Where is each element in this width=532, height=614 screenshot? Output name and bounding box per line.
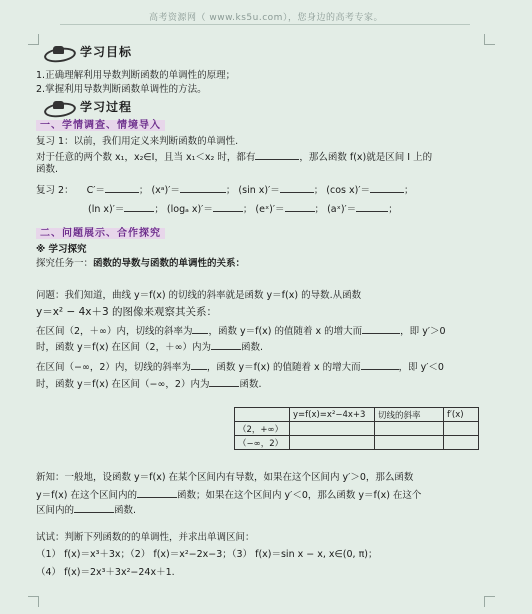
corner-mark: [28, 596, 39, 607]
table-row: [235, 436, 479, 450]
review1-b2: ，那么函数 f(x)就是区间 I 上的: [299, 152, 433, 163]
corner-mark: [484, 596, 495, 607]
task-label: 探究任务一：: [36, 258, 94, 269]
question-d2: 函数.: [241, 342, 264, 353]
answer-blank[interactable]: [192, 324, 208, 334]
answer-blank[interactable]: [361, 360, 399, 370]
corner-mark: [28, 34, 39, 45]
part1-title: 一、学情调查、情境导入: [36, 120, 165, 131]
table-cell[interactable]: [375, 422, 444, 436]
newknow-c2: 函数.: [114, 505, 137, 516]
deriv-power: (xᵃ)′＝: [151, 185, 180, 196]
question-e3: ，即 y′＜0: [398, 362, 444, 373]
review2-label: 复习 2：: [36, 185, 74, 196]
question-c2: ，函数 y＝f(x) 的值随着 x 的增大而: [208, 326, 363, 337]
answer-blank[interactable]: [356, 202, 388, 212]
answer-blank[interactable]: [362, 324, 400, 334]
deriv-exp: (eˣ)′＝: [255, 204, 285, 215]
grad-cap-icon: [44, 46, 74, 60]
deriv-const: C′＝: [86, 185, 105, 196]
table-header-row: [235, 408, 479, 422]
exercise-line-2: （4） f(x)＝2x³＋3x²−24x＋1.: [36, 567, 175, 578]
separator: ；: [154, 204, 164, 215]
separator: ；: [314, 204, 325, 215]
table-cell[interactable]: [444, 422, 479, 436]
question-f1: 时，函数 y＝f(x) 在区间（−∞，2）内为: [36, 379, 210, 390]
table-cell: （2，+∞）: [235, 422, 290, 436]
table-header: f′(x): [444, 408, 479, 422]
newknow-a: 新知：一般地，设函数 y＝f(x) 在某个区间内有导数，如果在这个区间内 y′＞0，那么函数: [36, 472, 414, 483]
exercise-line-1: （1） f(x)＝x³＋3x；（2） f(x)＝x²−2x−3；（3） f(x)＝sin x − x, x∈(0, π)；: [36, 549, 378, 560]
table-cell[interactable]: [444, 436, 479, 450]
question-d1: 时，函数 y＝f(x) 在区间（2，＋∞）内为: [36, 342, 211, 353]
goals-title: 学习目标: [80, 45, 133, 59]
deriv-cos: (cos x)′＝: [326, 185, 370, 196]
answer-blank[interactable]: [285, 202, 315, 212]
process-title: 学习过程: [80, 100, 133, 114]
deriv-sin: (sin x)′＝: [238, 185, 280, 196]
table-cell[interactable]: [290, 422, 375, 436]
table-row: [235, 422, 479, 436]
task-text: 函数的导数与函数的单调性的关系：: [93, 258, 246, 269]
review1-a: 复习 1：以前，我们用定义来判断函数的单调性.: [36, 136, 239, 147]
answer-blank[interactable]: [211, 340, 241, 350]
table-cell[interactable]: [290, 436, 375, 450]
answer-blank[interactable]: [255, 150, 299, 160]
separator: ；: [313, 185, 324, 196]
answer-blank[interactable]: [105, 183, 139, 193]
answer-blank[interactable]: [124, 202, 154, 212]
slope-table: [234, 407, 479, 450]
question-b: y＝x² − 4x＋3 的图像来观察其关系：: [36, 306, 218, 318]
newknow-b1: y＝f(x) 在这个区间内的: [36, 490, 138, 501]
answer-blank[interactable]: [209, 377, 239, 387]
table-cell[interactable]: [375, 436, 444, 450]
answer-blank[interactable]: [191, 360, 207, 370]
question-c3: ，即 y′＞0: [400, 326, 446, 337]
separator: ；: [225, 185, 236, 196]
separator: ；: [388, 204, 398, 215]
newknow-b2: 函数；如果在这个区间内 y′＜0，那么函数 y＝f(x) 在这个: [177, 490, 422, 501]
part2-title: 二、问题展示、合作探究: [36, 228, 165, 239]
question-a: 问题：我们知道，曲线 y＝f(x) 的切线的斜率就是函数 y＝f(x) 的导数.从函数: [36, 290, 362, 301]
table-header: y=f(x)=x²−4x+3: [290, 408, 375, 422]
grad-cap-icon: [44, 101, 74, 115]
separator: ；: [242, 204, 253, 215]
answer-blank[interactable]: [180, 183, 226, 193]
question-e2: ，函数 y＝f(x) 的值随着 x 的增大而: [206, 362, 361, 373]
corner-mark: [484, 34, 495, 45]
deriv-ln: (ln x)′＝: [88, 204, 125, 215]
review1-b1: 对于任意的两个数 x₁，x₂∈I，且当 x₁＜x₂ 时，都有: [36, 152, 256, 163]
newknow-c1: 区间内的: [36, 505, 75, 516]
question-e1: 在区间（−∞，2）内，切线的斜率为: [36, 362, 191, 373]
header-rule: [60, 24, 470, 25]
question-c1: 在区间（2，＋∞）内，切线的斜率为: [36, 326, 193, 337]
separator: ；: [404, 185, 414, 196]
separator: ；: [138, 185, 149, 196]
table-header: [235, 408, 290, 422]
deriv-ax: (aˣ)′＝: [327, 204, 357, 215]
answer-blank[interactable]: [370, 183, 404, 193]
goal-2: 2.掌握利用导数判断函数单调性的方法。: [36, 84, 207, 95]
answer-blank[interactable]: [213, 202, 243, 212]
review1-c: 函数.: [36, 164, 59, 175]
explore-label: ※ 学习探究: [36, 244, 87, 255]
deriv-log: (logₐ x)′＝: [166, 204, 213, 215]
page-header: 高考资源网（ www.ks5u.com），您身边的高考专家。: [149, 13, 383, 23]
table-cell: （−∞，2）: [235, 436, 290, 450]
exercise-title: 试试：判断下列函数的的单调性，并求出单调区间：: [36, 532, 255, 543]
answer-blank[interactable]: [280, 183, 314, 193]
question-f2: 函数.: [239, 379, 262, 390]
answer-blank[interactable]: [74, 503, 114, 513]
goal-1: 1.正确理解利用导数判断函数的单调性的原理；: [36, 70, 236, 81]
table-header: 切线的斜率: [375, 408, 444, 422]
answer-blank[interactable]: [137, 488, 177, 498]
